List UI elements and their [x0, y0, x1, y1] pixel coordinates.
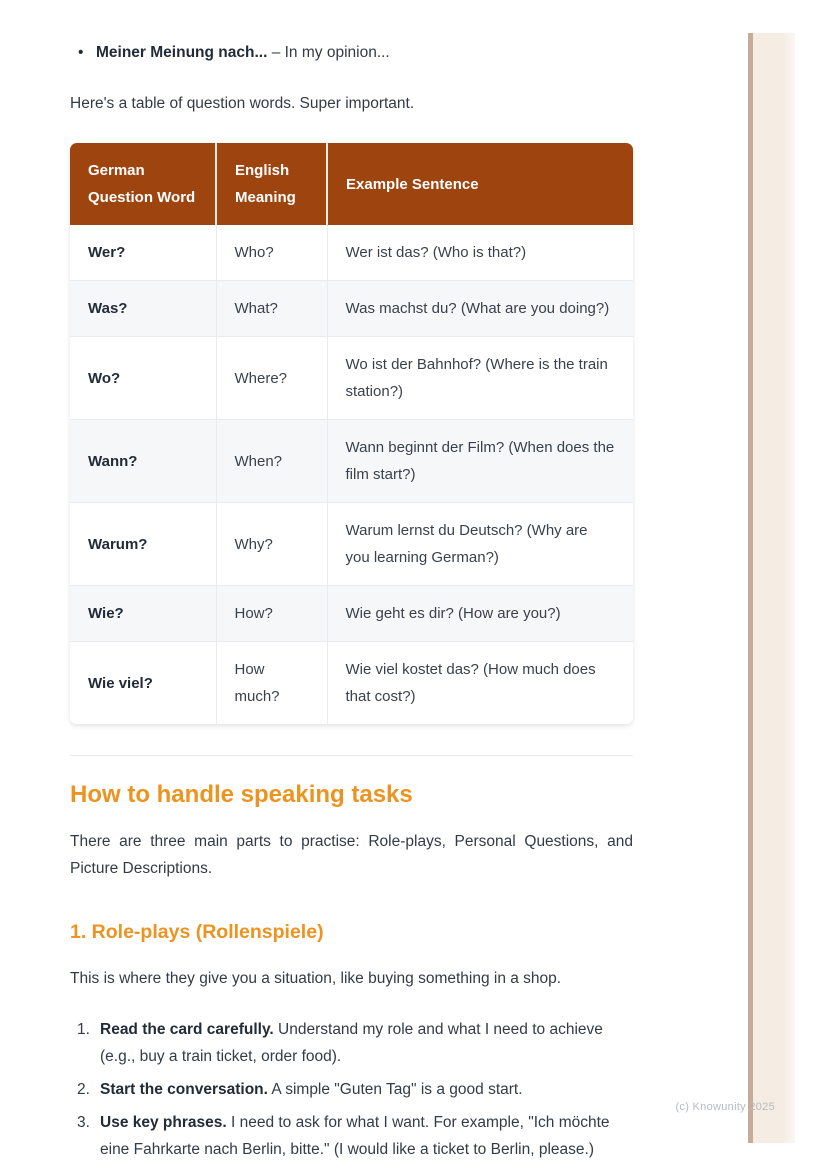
cell-english: How? — [216, 586, 327, 642]
cell-english: Why? — [216, 503, 327, 586]
step-title: Start the conversation. — [100, 1081, 268, 1098]
cell-english: Who? — [216, 225, 327, 281]
column-header-german: German Question Word — [70, 143, 216, 225]
cell-english: How much? — [216, 642, 327, 725]
list-item — [70, 1109, 633, 1163]
section-intro-paragraph: There are three main parts to practise: Role-plays, Personal Questions, and Picture Descriptions. — [70, 833, 633, 877]
table-row — [70, 503, 633, 586]
step-title: Read the card carefully. — [100, 1021, 274, 1038]
cell-example: Wie viel kostet das? (How much does that cost?) — [327, 642, 633, 725]
cell-german: Warum? — [70, 503, 216, 586]
phrase-translation: – In my opinion... — [267, 44, 390, 61]
cell-english: Where? — [216, 337, 327, 420]
cell-german: Was? — [70, 281, 216, 337]
cell-example: Wann beginnt der Film? (When does the film start?) — [327, 420, 633, 503]
subsection-heading: 1. Role-plays (Rollenspiele) — [70, 921, 324, 943]
table-row — [70, 420, 633, 503]
phrase-bullet-list — [70, 40, 633, 66]
bullet-icon: • — [78, 44, 84, 61]
cell-example: Wer ist das? (Who is that?) — [327, 225, 633, 281]
cell-german: Wie viel? — [70, 642, 216, 725]
step-title: Use key phrases. — [100, 1114, 227, 1131]
cell-example: Warum lernst du Deutsch? (Why are you learning German?) — [327, 503, 633, 586]
cell-example: Was machst du? (What are you doing?) — [327, 281, 633, 337]
step-text: A simple "Guten Tag" is a good start. — [267, 1081, 523, 1098]
table-row — [70, 225, 633, 281]
section-divider — [70, 755, 633, 756]
list-item — [70, 1076, 633, 1103]
table-row — [70, 642, 633, 725]
table-row — [70, 586, 633, 642]
cell-german: Wer? — [70, 225, 216, 281]
phrase-german: Meiner Meinung nach... — [96, 44, 268, 61]
roleplay-steps-list — [70, 1016, 633, 1163]
table-lead-paragraph: Here's a table of question words. Super important. — [70, 95, 415, 112]
cell-german: Wann? — [70, 420, 216, 503]
subsection-intro-paragraph: This is where they give you a situation, like buying something in a shop. — [70, 970, 562, 987]
page-edge-stripe — [748, 33, 795, 1143]
section-heading: How to handle speaking tasks — [70, 781, 413, 808]
table-row — [70, 337, 633, 420]
cell-german: Wo? — [70, 337, 216, 420]
copyright-watermark: (c) Knowunity 2025 — [675, 1101, 775, 1113]
list-item — [70, 1016, 633, 1070]
table-row — [70, 281, 633, 337]
cell-english: What? — [216, 281, 327, 337]
cell-example: Wo ist der Bahnhof? (Where is the train station?) — [327, 337, 633, 420]
question-words-table — [70, 143, 633, 724]
step-text: I need to ask for what I want. For example, "Ich möchte eine Fahrkarte nach Berlin, bitte." (I would like a ticket to Berlin, please.) — [100, 1114, 610, 1158]
column-header-example: Example Sentence — [327, 143, 633, 225]
column-header-english: English Meaning — [216, 143, 327, 225]
cell-german: Wie? — [70, 586, 216, 642]
table-header-row — [70, 143, 633, 225]
cell-example: Wie geht es dir? (How are you?) — [327, 586, 633, 642]
cell-english: When? — [216, 420, 327, 503]
list-item — [70, 40, 633, 66]
step-text: Understand my role and what I need to achieve (e.g., buy a train ticket, order food). — [100, 1021, 603, 1065]
